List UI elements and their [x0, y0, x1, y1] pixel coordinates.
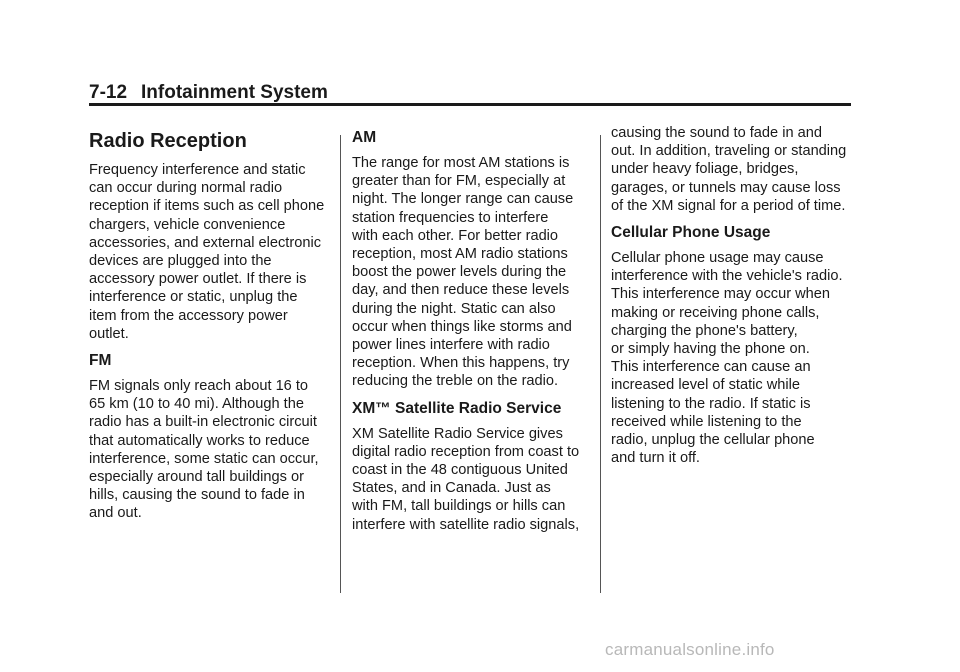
column-3 [611, 124, 856, 467]
paragraph-cellular-phone: Cellular phone usage may cause interference with the vehicle's radio. This interference may occur when making or receiving phone calls, charging the phone's battery, or simply having the phone on. This interference can cause an increased level of static while listening to the radio. If static is received while listening to the radio, unplug the cellular phone and turn it off. [611, 250, 843, 467]
paragraph-xm-satellite: XM Satellite Radio Service gives digital radio reception from coast to coast in the 48 contiguous United States, and in Canada. Just as with FM, tall buildings or hills can interfere with satellite radio signals, [352, 425, 580, 533]
heading-fm: FM [89, 352, 112, 370]
column-2 [352, 124, 597, 534]
paragraph-fm: FM signals only reach about 16 to 65 km (10 to 40 mi). Although the radio has a built-in electronic circuit that automatically works to reduce interference, some static can occur, especially around tall buildings or hills, causing the sound to fade in and out. [89, 378, 319, 522]
header-rule [89, 103, 851, 106]
heading-xm-satellite: XM™ Satellite Radio Service [352, 399, 562, 417]
chapter-title: Infotainment System [141, 82, 328, 103]
column-divider-1 [340, 135, 341, 593]
paragraph-am: The range for most AM stations is greater than for FM, especially at night. The longer range can cause station frequencies to interfere with each other. For better radio reception, most AM radio stations boost the power levels during the day, and then reduce these levels during the night. Static can also occur when things like storms and power lines interfere with radio reception. When this happens, try reducing the treble on the radio. [352, 155, 574, 390]
watermark: carmanualsonline.info [605, 640, 775, 659]
paragraph-radio-reception: Frequency interference and static can occur during normal radio reception if items such as cell phone chargers, vehicle convenience accessories, and external electronic devices are plugged into the accessory power outlet. If there is interference or static, unplug the item from the accessory power outlet. [89, 162, 325, 342]
section-title-radio-reception: Radio Reception [89, 130, 247, 152]
heading-cellular-phone: Cellular Phone Usage [611, 224, 771, 242]
page-number: 7-12 [89, 82, 128, 103]
column-divider-2 [600, 135, 601, 593]
heading-am: AM [352, 129, 377, 146]
column-1 [89, 124, 334, 523]
paragraph-xm-continued: causing the sound to fade in and out. In addition, traveling or standing under heavy foliage, bridges, garages, or tunnels may cause loss of the XM signal for a period of time. [611, 125, 847, 214]
